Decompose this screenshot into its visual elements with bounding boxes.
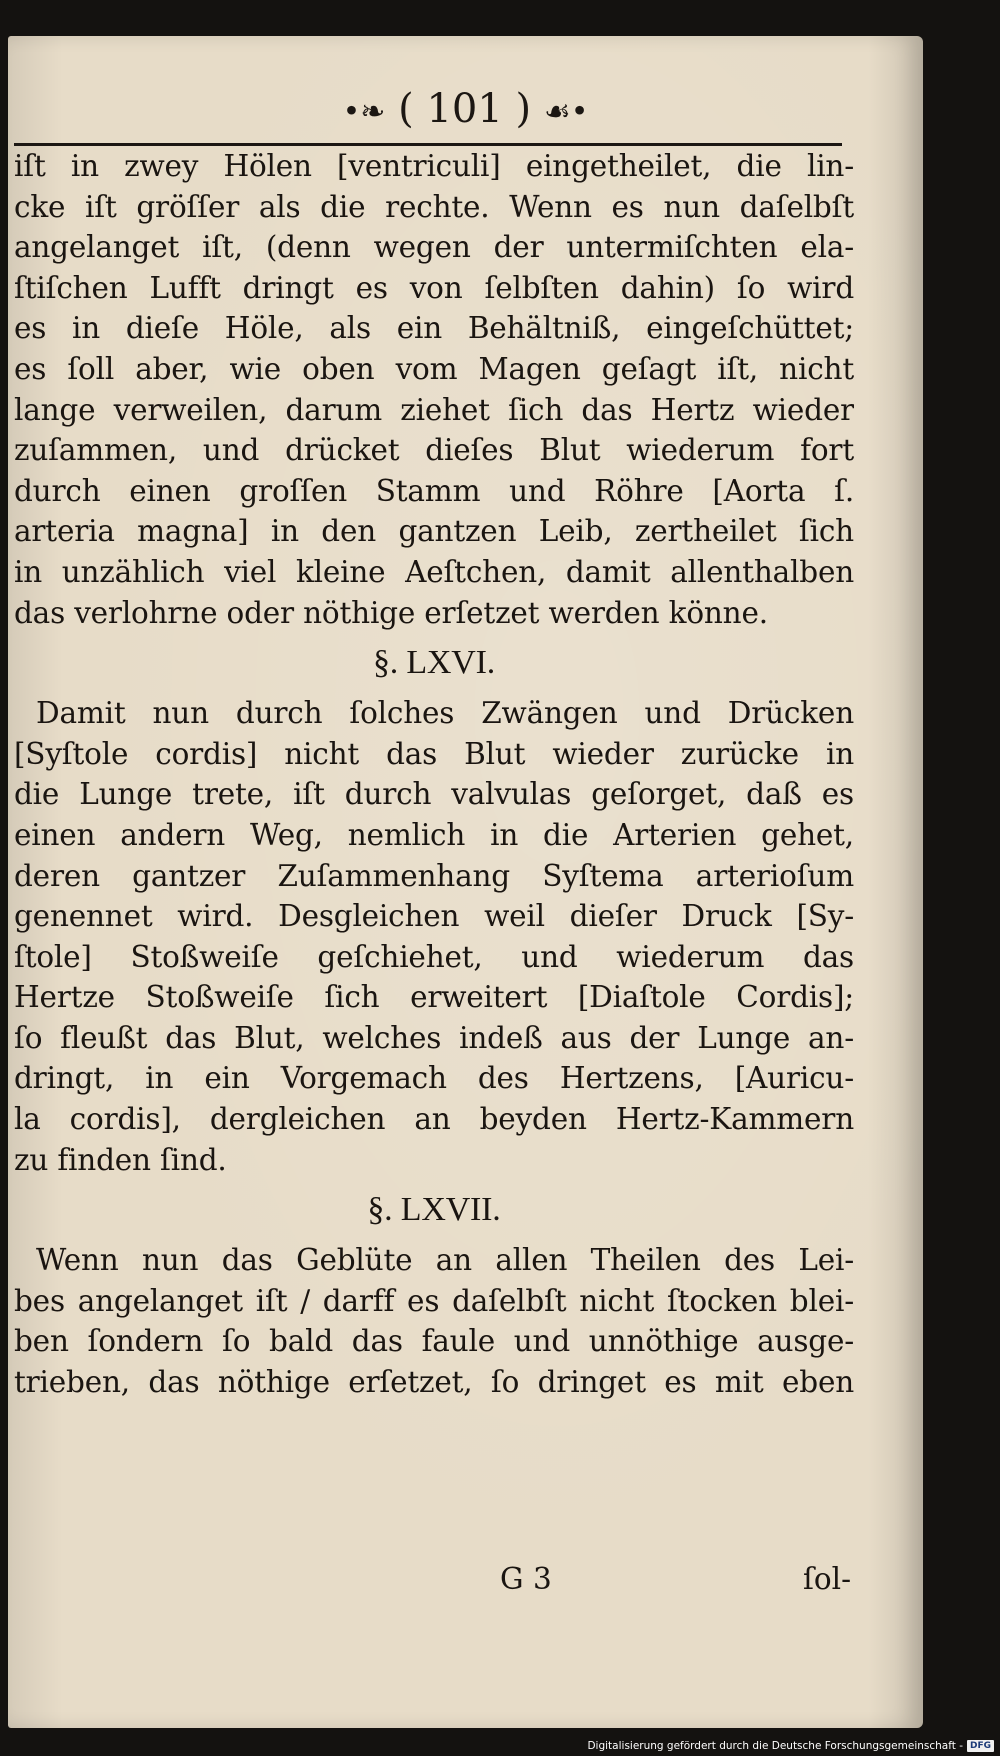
text-line: Wenn nun das Geblüte an allen Theilen des Lei- (36, 1243, 854, 1278)
body-text (14, 146, 854, 1403)
text-line: ſtiſchen Lufft dringt es von ſelbſten dahin) ſo wird (14, 270, 854, 305)
text-line: cke iſt gröſſer als die rechte. Wenn es nun daſelbſt (14, 189, 854, 224)
text-line: das verlohrne oder nöthige erſetzet werden könne. (14, 595, 768, 630)
text-line: trieben, das nöthige erſetzet, ſo dringet es mit eben (14, 1365, 854, 1400)
text-line: ſo fleußt das Blut, welches indeß aus der Lunge an- (14, 1020, 854, 1055)
text-line: einen andern Weg, nemlich in die Arterien gehet, (14, 817, 854, 852)
text-line: dringt, in ein Vorgemach des Hertzens, [Auricu- (14, 1061, 854, 1096)
text-line: die Lunge trete, iſt durch valvulas geſorget, daß es (14, 777, 854, 812)
text-line: in unzählich viel kleine Aeſtchen, damit allenthalben (14, 554, 854, 589)
text-line: zuſammen, und drücket dieſes Blut wiederum fort (14, 433, 854, 468)
section-heading-lxvi: §. LXVI. (372, 644, 496, 682)
text-line: es in dieſe Höle, als ein Behältniß, eingeſchüttet; (14, 311, 854, 346)
text-line: lange verweilen, darum ziehet ſich das Hertz wieder (14, 392, 854, 427)
text-line: ben ſondern ſo bald das faule und unnöthige ausge- (14, 1324, 854, 1359)
text-line: genennet wird. Desgleichen weil dieſer Druck [Sy- (14, 899, 854, 934)
text-line: durch einen groſſen Stamm und Röhre [Aorta ſ. (14, 473, 854, 508)
text-line: iſt in zwey Hölen [ventriculi] eingetheilet, die lin- (14, 149, 854, 183)
text-line: bes angelanget iſt / darff es daſelbſt nicht ſtocken blei- (14, 1283, 854, 1318)
text-line: ſtole] Stoßweiſe geſchiehet, und wiederum das (14, 939, 854, 974)
header-ornament-right: ☙• (543, 94, 589, 130)
signature-mark: G 3 (500, 1562, 552, 1596)
text-line: arteria magna] in den gantzen Leib, zertheilet ſich (14, 514, 854, 549)
book-page (8, 36, 923, 1728)
text-line: es ſoll aber, wie oben vom Magen geſagt iſt, nicht (14, 351, 854, 386)
catchword: ſol- (803, 1562, 852, 1596)
text-line: la cordis], dergleichen an beyden Hertz-Kammern (14, 1102, 854, 1137)
digitization-credit (587, 1740, 994, 1752)
header-ornament-left: •❧ (342, 94, 386, 130)
text-line: angelanget iſt, (denn wegen der untermiſchten ela- (14, 230, 854, 265)
dfg-logo: DFG (967, 1740, 994, 1752)
page-number: ( 101 ) (398, 86, 532, 132)
credit-text: Digitalisierung gefördert durch die Deutsche Forschungsgemeinschaft - (587, 1740, 963, 1752)
section-heading-lxvii: §. LXVII. (367, 1191, 501, 1229)
page-header (8, 86, 923, 132)
text-line: deren gantzer Zuſammenhang Syſtema arterioſum (14, 858, 854, 893)
text-line: Damit nun durch ſolches Zwängen und Drücken (36, 696, 854, 731)
text-line: Hertze Stoßweiſe ſich erweitert [Diaſtole Cordis]; (14, 980, 854, 1015)
text-line: zu finden ſind. (14, 1142, 227, 1177)
text-line: [Syſtole cordis] nicht das Blut wieder zurücke in (14, 736, 854, 771)
